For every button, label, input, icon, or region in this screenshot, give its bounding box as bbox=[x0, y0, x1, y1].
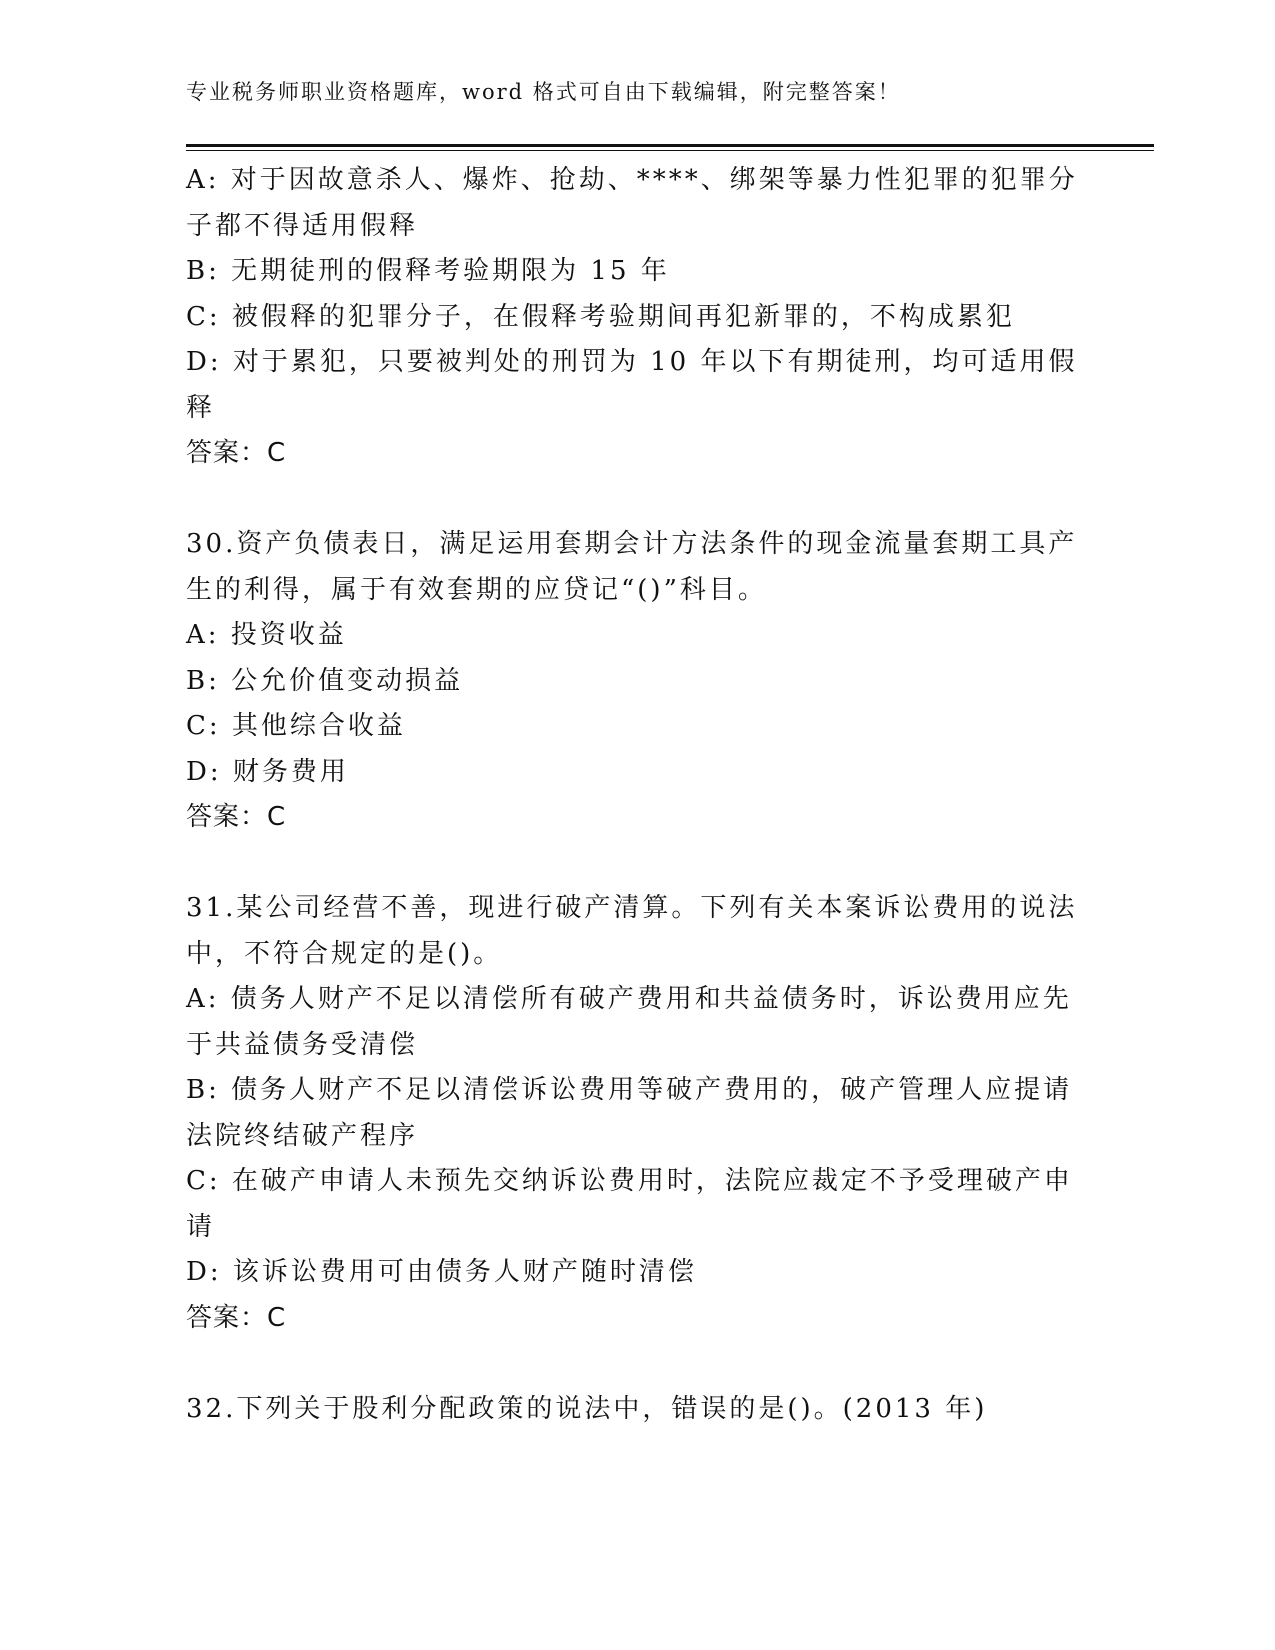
question-29-block bbox=[186, 158, 1086, 477]
option-d: D: 对于累犯，只要被判处的刑罚为 10 年以下有期徒刑，均可适用假 bbox=[186, 347, 1078, 377]
spacer bbox=[186, 1341, 1086, 1387]
spacer bbox=[186, 477, 1086, 523]
option-a-continued: 于共益债务受清偿 bbox=[186, 1029, 419, 1060]
answer: 答案：C bbox=[186, 1302, 287, 1333]
header-rule-thin bbox=[186, 150, 1154, 151]
option-a: A: 债务人财产不足以清偿所有破产费用和共益债务时，诉讼费用应先 bbox=[186, 984, 1072, 1014]
answer: 答案：C bbox=[186, 802, 287, 832]
question-content bbox=[186, 158, 1086, 1432]
option-c: C: 被假释的犯罪分子，在假释考验期间再犯新罪的，不构成累犯 bbox=[186, 301, 1015, 332]
spacer bbox=[186, 841, 1086, 887]
option-b: B: 无期徒刑的假释考验期限为 15 年 bbox=[186, 256, 670, 286]
option-b: B: 公允价值变动损益 bbox=[186, 665, 464, 696]
answer: 答案：C bbox=[186, 438, 287, 468]
option-d: D: 该诉讼费用可由债务人财产随时清偿 bbox=[186, 1257, 697, 1287]
question-stem: 30.资产负债表日，满足运用套期会计方法条件的现金流量套期工具产 bbox=[186, 529, 1078, 559]
option-c: C: 其他综合收益 bbox=[186, 711, 406, 741]
question-stem-continued: 生的利得，属于有效套期的应贷记“()”科目。 bbox=[186, 574, 767, 605]
option-a: A: 对于因故意杀人、爆炸、抢劫、****、绑架等暴力性犯罪的犯罪分 bbox=[186, 165, 1078, 195]
option-a-continued: 子都不得适用假释 bbox=[186, 210, 419, 241]
question-30-block bbox=[186, 522, 1086, 841]
question-stem-continued: 中，不符合规定的是()。 bbox=[186, 938, 503, 969]
option-c: C: 在破产申请人未预先交纳诉讼费用时，法院应裁定不予受理破产申 bbox=[186, 1166, 1073, 1196]
question-stem: 31.某公司经营不善，现进行破产清算。下列有关本案诉讼费用的说法 bbox=[186, 893, 1078, 923]
option-b: B: 债务人财产不足以清偿诉讼费用等破产费用的，破产管理人应提请 bbox=[186, 1075, 1073, 1105]
question-32-block bbox=[186, 1387, 1086, 1433]
option-c-continued: 请 bbox=[186, 1211, 216, 1242]
page-header: 专业税务师职业资格题库，word 格式可自由下载编辑，附完整答案！ bbox=[186, 80, 901, 104]
header-rule-thick bbox=[186, 144, 1154, 147]
option-d-continued: 释 bbox=[186, 392, 216, 423]
option-a: A: 投资收益 bbox=[186, 620, 347, 650]
question-31-block bbox=[186, 886, 1086, 1341]
question-stem: 32.下列关于股利分配政策的说法中，错误的是()。(2013 年) bbox=[186, 1393, 988, 1424]
option-b-continued: 法院终结破产程序 bbox=[186, 1120, 419, 1151]
option-d: D: 财务费用 bbox=[186, 756, 349, 787]
